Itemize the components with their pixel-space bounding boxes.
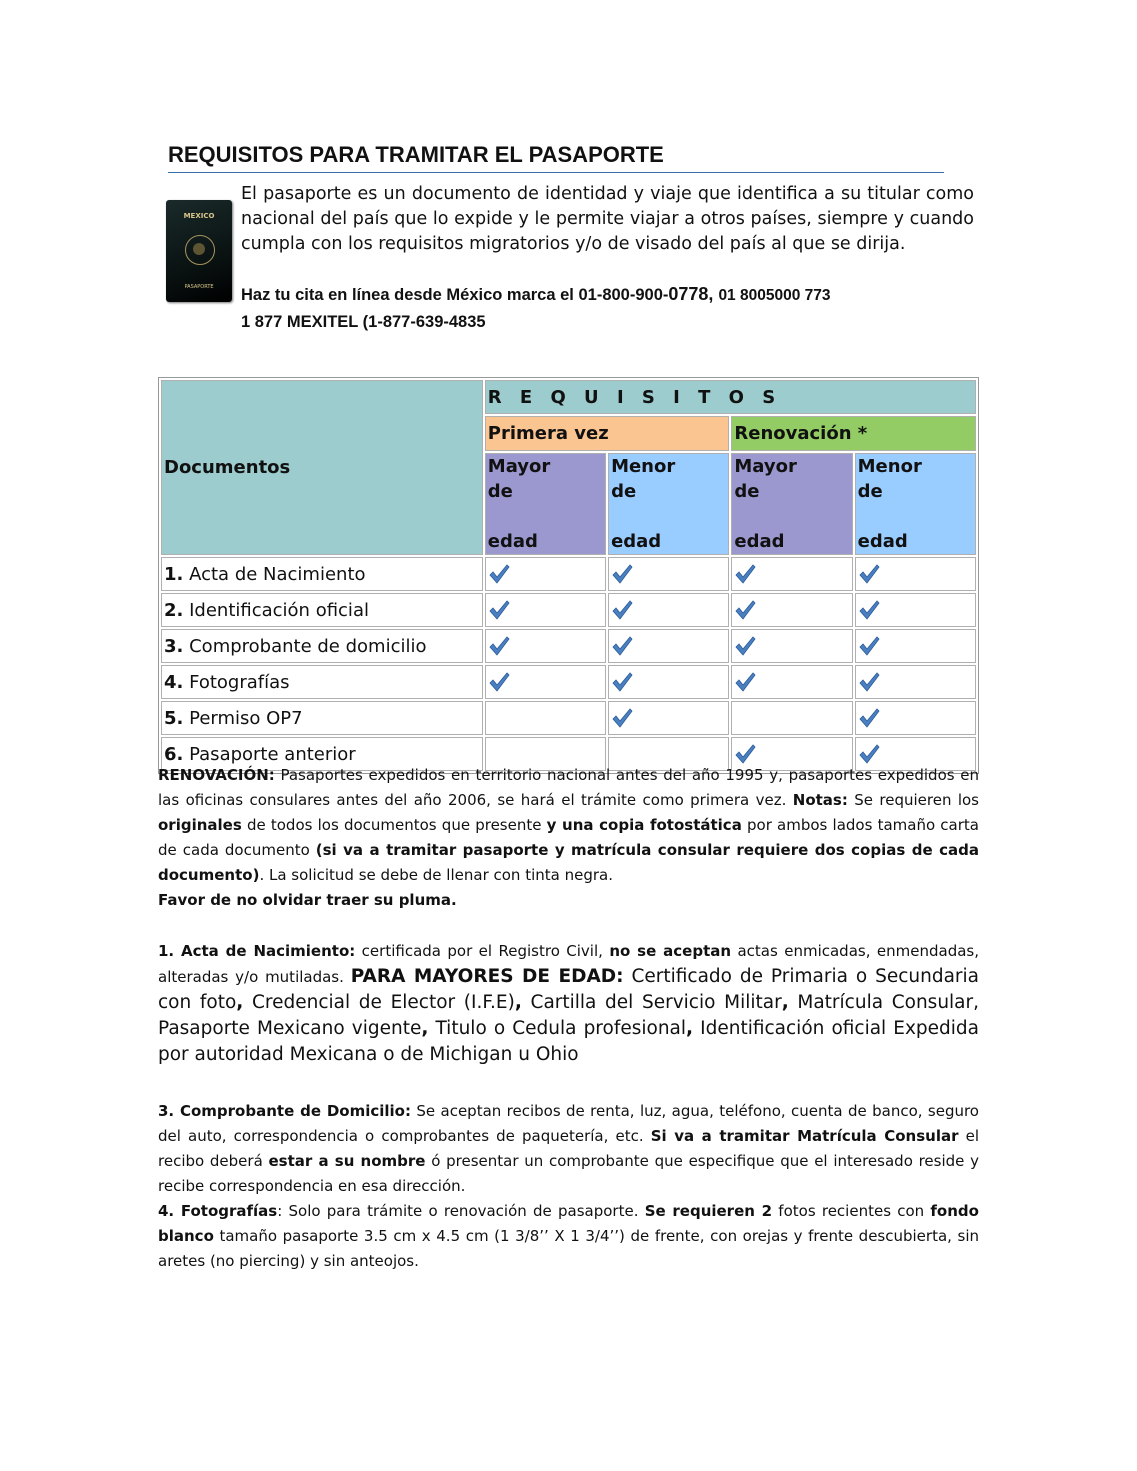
check-cell (855, 557, 976, 591)
acta-paragraph: 1. Acta de Nacimiento: certificada por el Registro Civil, no se aceptan actas enmicadas, enmendadas, alteradas y/o mutiladas. PARA MAYORES DE EDAD: Certificado de Primaria o Secundaria con foto, Credencial de Elector (I.F.E), Cartilla del Servicio Militar, Matrícula Consular, Pasaporte Mexicano vigente, Titulo o Cedula profesional, Identificación oficial Expedida por autoridad Mexicana o de Michigan u Ohio (158, 942, 980, 1065)
checkmark-icon (858, 671, 880, 692)
renovacion-label: RENOVACIÓN: (158, 766, 275, 784)
checkmark-icon (858, 743, 880, 764)
checkmark-icon (488, 671, 510, 692)
checkmark-icon (734, 671, 756, 692)
checkmark-icon (488, 599, 510, 620)
checkmark-icon (611, 599, 633, 620)
intro-paragraph: El pasaporte es un documento de identidad y viaje que identifica a su titular como nacional del país que lo expide y le permite viajar a otros países, siempre y cuando cumpla con los requisitos migratorios y/o de visado del país al que se dirija. (241, 184, 974, 254)
checkmark-icon (858, 563, 880, 584)
mayor-edad-header-1: Mayor de edad (485, 453, 606, 555)
table-row (161, 665, 976, 699)
fotos-paragraph: 4. Fotografías: Solo para trámite o renovación de pasaporte. Se requieren 2 fotos recientes con fondo blanco tamaño pasaporte 3.5 cm x 4.5 cm (1 3/8’’ X 1 3/4’’) de frente, con orejas y frente descubierta, sin aretes (no piercing) y sin anteojos. (158, 1202, 979, 1270)
page-title: REQUISITOS PARA TRAMITAR EL PASAPORTE (168, 142, 944, 173)
table-row (161, 593, 976, 627)
document-label: 2. Identificación oficial (161, 593, 483, 627)
menor-edad-header-2: Menor de edad (855, 453, 976, 555)
checkmark-icon (611, 671, 633, 692)
renovacion-header: Renovación * (731, 416, 976, 451)
renovacion-notes: RENOVACIÓN: Pasaportes expedidos en territorio nacional antes del año 1995 y, pasaportes expedidos en las oficinas consulares antes del año 2006, se hará el trámite como primera vez. Notas: Se requieren los originales de todos los documentos que presente y una copia fotostática por ambos lados tamaño carta de cada documento (si va a tramitar pasaporte y matrícula consular requiere dos copias de cada documento). La solicitud se debe de llenar con tinta negra. Favor de no olvidar traer su pluma. (158, 766, 980, 909)
check-cell (855, 701, 976, 735)
checkmark-icon (488, 563, 510, 584)
checkmark-icon (734, 563, 756, 584)
passport-country-text: MEXICO (183, 212, 215, 220)
check-cell (731, 665, 852, 699)
check-cell (485, 593, 606, 627)
cita-number: 0778 (668, 284, 709, 304)
check-cell (608, 557, 729, 591)
checkmark-icon (488, 635, 510, 656)
check-cell (485, 557, 606, 591)
document-label: 4. Fotografías (161, 665, 483, 699)
mayor-edad-header-2: Mayor de edad (731, 453, 852, 555)
check-cell (485, 629, 606, 663)
check-cell (731, 629, 852, 663)
passport-label-text: PASAPORTE (184, 284, 214, 290)
checkmark-icon (734, 743, 756, 764)
passport-seal-icon (185, 235, 215, 265)
checkmark-icon (611, 635, 633, 656)
empty-cell (485, 701, 606, 735)
check-cell (731, 557, 852, 591)
table-row (161, 557, 976, 591)
checkmark-icon (858, 599, 880, 620)
check-cell (855, 629, 976, 663)
checkmark-icon (734, 635, 756, 656)
checkmark-icon (611, 563, 633, 584)
document-label: 1. Acta de Nacimiento (161, 557, 483, 591)
check-cell (608, 593, 729, 627)
checkmark-icon (858, 635, 880, 656)
cita-text: Haz tu cita en línea desde México marca el 01-800-900- (241, 286, 669, 304)
checkmark-icon (611, 707, 633, 728)
domicilio-paragraph: 3. Comprobante de Domicilio: Se aceptan recibos de renta, luz, agua, teléfono, cuenta de banco, seguro del auto, correspondencia o comprobantes de paquetería, etc. Si va a tramitar Matrícula Consular el recibo deberá estar a su nombre ó presentar un comprobante que especifique que el interesado reside y recibe correspondencia en esa dirección. (158, 1102, 980, 1195)
document-label: 6. Pasaporte anterior (161, 737, 483, 771)
table-row (161, 701, 976, 735)
check-cell (608, 701, 729, 735)
documents-header: Documentos (161, 380, 483, 555)
acta-label: 1. Acta de Nacimiento: (158, 942, 356, 960)
check-cell (855, 593, 976, 627)
notas-label: Notas: (792, 791, 848, 809)
document-label: 5. Permiso OP7 (161, 701, 483, 735)
table-row (161, 629, 976, 663)
check-cell (731, 593, 852, 627)
check-cell (608, 629, 729, 663)
appointment-info (241, 281, 981, 335)
cita-number-2: 01 8005000 773 (718, 287, 831, 304)
checkmark-icon (858, 707, 880, 728)
check-cell (485, 665, 606, 699)
fotos-label: 4. Fotografías (158, 1202, 278, 1220)
document-label: 3. Comprobante de domicilio (161, 629, 483, 663)
primera-vez-header: Primera vez (485, 416, 730, 451)
requirements-table (158, 377, 979, 774)
check-cell (608, 665, 729, 699)
domicilio-label: 3. Comprobante de Domicilio: (158, 1102, 411, 1120)
cita-sep: , (708, 284, 719, 304)
checkmark-icon (734, 599, 756, 620)
pluma-reminder: Favor de no olvidar traer su pluma. (158, 891, 457, 909)
requirements-header: R E Q U I S I T O S (485, 380, 976, 414)
menor-edad-header-1: Menor de edad (608, 453, 729, 555)
passport-image (166, 200, 232, 302)
empty-cell (731, 701, 852, 735)
check-cell (855, 665, 976, 699)
cita-line2: 1 877 MEXITEL (1-877-639-4835 (241, 313, 486, 331)
